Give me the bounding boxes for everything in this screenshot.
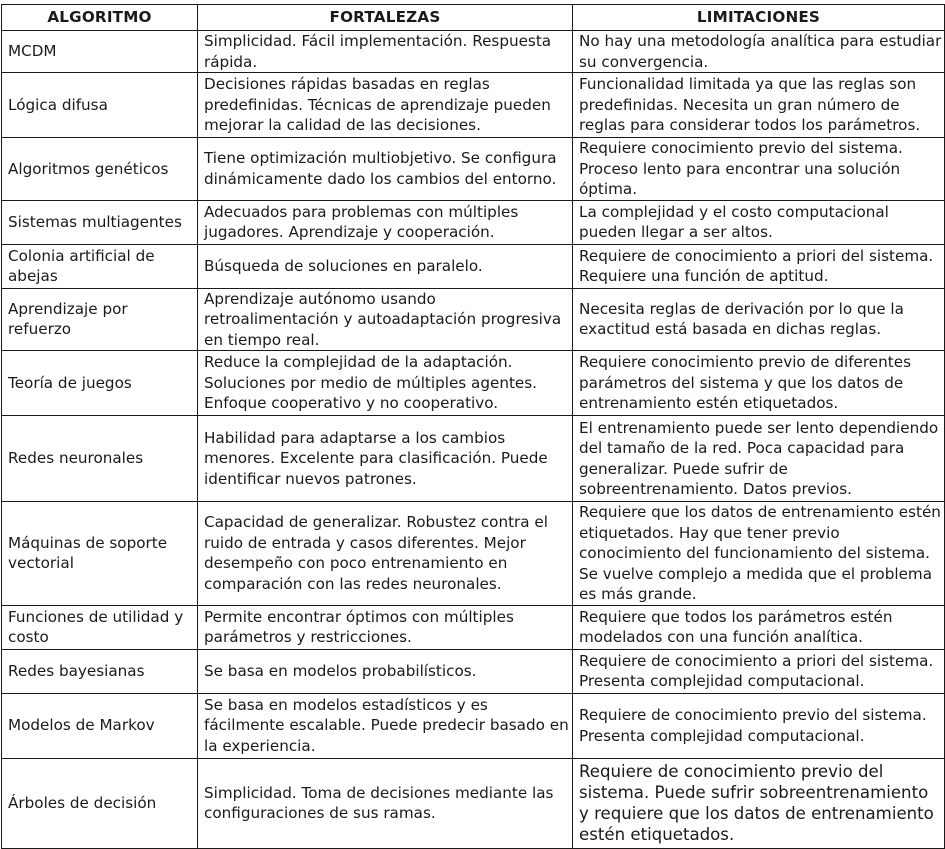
fortalezas-cell: Tiene optimización multiobjetivo. Se configura dinámicamente dado los cambios del entorno. (198, 138, 573, 201)
table-body (2, 31, 945, 849)
fortalezas-cell: Reduce la complejidad de la adaptación. Soluciones por medio de múltiples agentes. Enfoque cooperativo y no cooperativo. (198, 351, 573, 416)
limitaciones-cell: El entrenamiento puede ser lento dependiendo del tamaño de la red. Poca capacidad para generalizar. Puede sufrir de sobreentrenamiento. Datos previos. (573, 416, 945, 502)
table-row (2, 31, 945, 73)
limitaciones-cell: Requiere conocimiento previo de diferentes parámetros del sistema y que los datos de entrenamiento estén etiquetados. (573, 351, 945, 416)
algoritmo-cell: Redes bayesianas (2, 649, 198, 693)
algoritmo-cell: Aprendizaje por refuerzo (2, 288, 198, 351)
fortalezas-cell: Se basa en modelos estadísticos y es fácilmente escalable. Puede predecir basado en la experiencia. (198, 693, 573, 758)
algoritmo-cell: Algoritmos genéticos (2, 138, 198, 201)
table-row (2, 649, 945, 693)
table-row (2, 138, 945, 201)
algorithms-table (1, 4, 945, 849)
header-algoritmo: ALGORITMO (2, 5, 198, 31)
table-row (2, 758, 945, 848)
limitaciones-cell: Requiere de conocimiento previo del sistema. Puede sufrir sobreentrenamiento y requiere que los datos de entrenamiento estén etiquetados. (573, 758, 945, 848)
algoritmo-cell: Funciones de utilidad y costo (2, 605, 198, 649)
header-row (2, 5, 945, 31)
fortalezas-cell: Aprendizaje autónomo usando retroalimentación y autoadaptación progresiva en tiempo real. (198, 288, 573, 351)
limitaciones-cell: Requiere de conocimiento previo del sistema. Presenta complejidad computacional. (573, 693, 945, 758)
fortalezas-cell: Simplicidad. Toma de decisiones mediante las configuraciones de sus ramas. (198, 758, 573, 848)
table-header (2, 5, 945, 31)
header-fortalezas: FORTALEZAS (198, 5, 573, 31)
algoritmo-cell: Modelos de Markov (2, 693, 198, 758)
fortalezas-cell: Se basa en modelos probabilísticos. (198, 649, 573, 693)
limitaciones-cell: Requiere que todos los parámetros estén modelados con una función analítica. (573, 605, 945, 649)
table-row (2, 73, 945, 138)
limitaciones-cell: Requiere conocimiento previo del sistema. Proceso lento para encontrar una solución óptima. (573, 138, 945, 201)
fortalezas-cell: Capacidad de generalizar. Robustez contra el ruido de entrada y casos diferentes. Mejor desempeño con poco entrenamiento en comparación con las redes neuronales. (198, 502, 573, 606)
algoritmo-cell: Sistemas multiagentes (2, 200, 198, 244)
limitaciones-cell: No hay una metodología analítica para estudiar su convergencia. (573, 31, 945, 73)
table-row (2, 288, 945, 351)
limitaciones-cell: La complejidad y el costo computacional pueden llegar a ser altos. (573, 200, 945, 244)
algoritmo-cell: Redes neuronales (2, 416, 198, 502)
table-row (2, 693, 945, 758)
table-row (2, 244, 945, 288)
algoritmo-cell: Teoría de juegos (2, 351, 198, 416)
fortalezas-cell: Búsqueda de soluciones en paralelo. (198, 244, 573, 288)
limitaciones-cell: Requiere que los datos de entrenamiento estén etiquetados. Hay que tener previo conocimiento del funcionamiento del sistema. Se vuelve complejo a medida que el problema es más grande. (573, 502, 945, 606)
limitaciones-cell: Funcionalidad limitada ya que las reglas son predefinidas. Necesita un gran número de reglas para considerar todos los parámetros. (573, 73, 945, 138)
algoritmo-cell: Lógica difusa (2, 73, 198, 138)
table-row (2, 416, 945, 502)
fortalezas-cell: Decisiones rápidas basadas en reglas predefinidas. Técnicas de aprendizaje pueden mejorar la calidad de las decisiones. (198, 73, 573, 138)
limitaciones-cell: Requiere de conocimiento a priori del sistema. Requiere una función de aptitud. (573, 244, 945, 288)
algoritmo-cell: Árboles de decisión (2, 758, 198, 848)
table-row (2, 502, 945, 606)
table-row (2, 200, 945, 244)
fortalezas-cell: Simplicidad. Fácil implementación. Respuesta rápida. (198, 31, 573, 73)
table-row (2, 351, 945, 416)
fortalezas-cell: Habilidad para adaptarse a los cambios menores. Excelente para clasificación. Puede identificar nuevos patrones. (198, 416, 573, 502)
algoritmo-cell: Máquinas de soporte vectorial (2, 502, 198, 606)
fortalezas-cell: Adecuados para problemas con múltiples jugadores. Aprendizaje y cooperación. (198, 200, 573, 244)
table-row (2, 605, 945, 649)
limitaciones-cell: Requiere de conocimiento a priori del sistema. Presenta complejidad computacional. (573, 649, 945, 693)
header-limitaciones: LIMITACIONES (573, 5, 945, 31)
algoritmo-cell: MCDM (2, 31, 198, 73)
limitaciones-cell: Necesita reglas de derivación por lo que la exactitud está basada en dichas reglas. (573, 288, 945, 351)
algoritmo-cell: Colonia artificial de abejas (2, 244, 198, 288)
fortalezas-cell: Permite encontrar óptimos con múltiples parámetros y restricciones. (198, 605, 573, 649)
